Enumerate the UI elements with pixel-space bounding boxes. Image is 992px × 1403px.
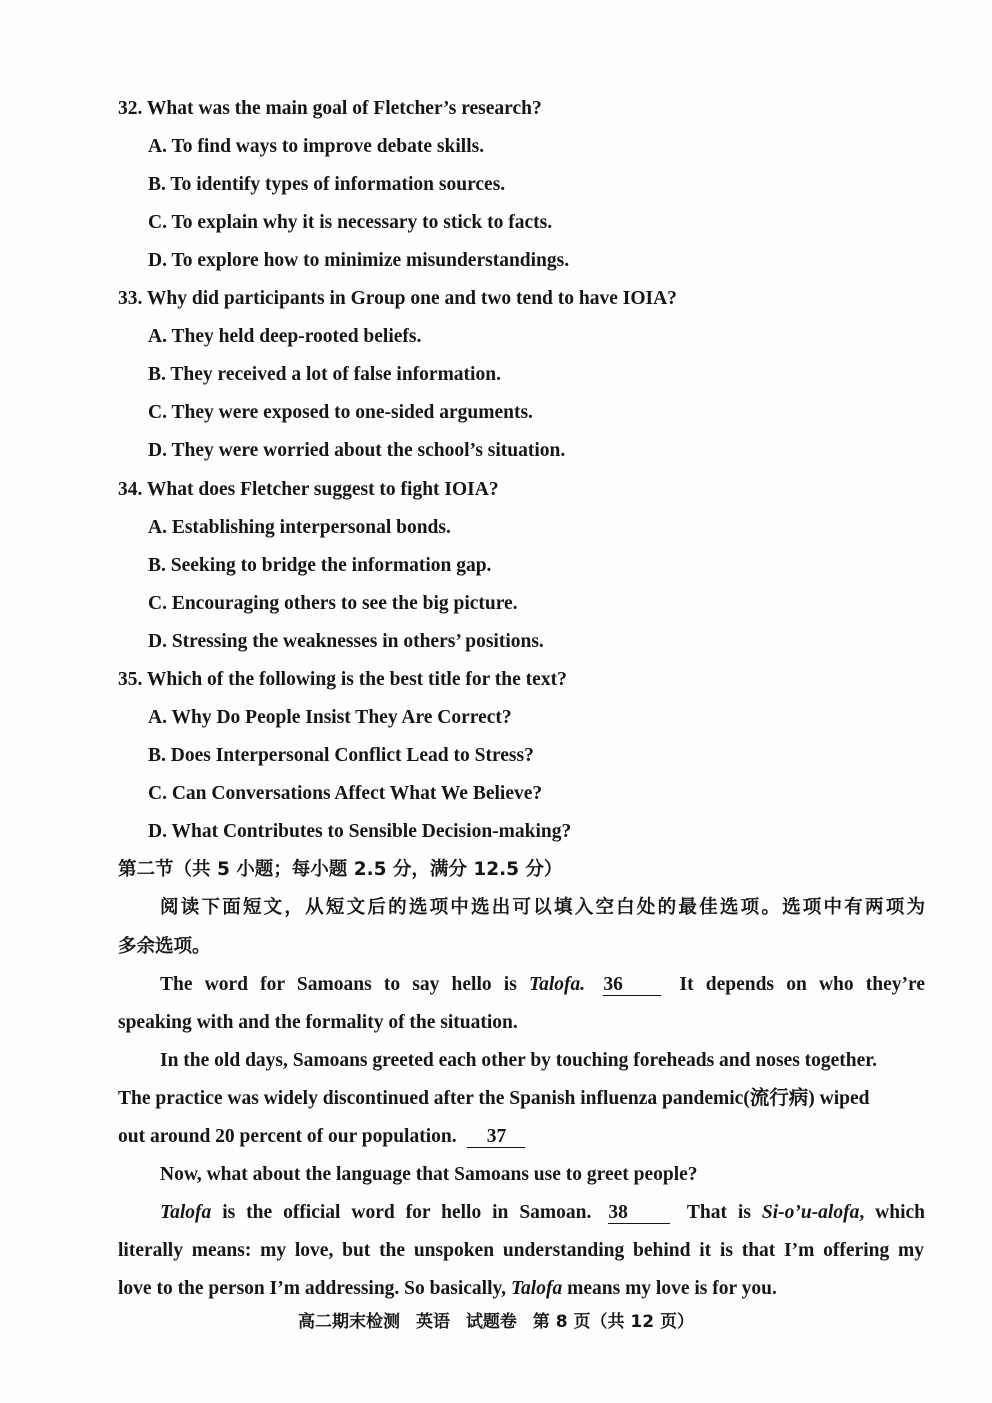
passage-text: It depends on who they’re — [679, 974, 925, 995]
question-32-option-c: C. To explain why it is necessary to stick to facts. — [148, 212, 553, 233]
passage-paragraph-2-line1: In the old days, Samoans greeted each other by touching foreheads and noses together. — [160, 1050, 878, 1071]
passage-italic-word: Talofa — [160, 1202, 212, 1223]
passage-text: love to the person I’m addressing. So basically, — [118, 1278, 511, 1299]
passage-paragraph-1-line1 — [160, 972, 925, 998]
blank-37[interactable]: 37 — [467, 1127, 525, 1148]
passage-paragraph-2-line3 — [118, 1124, 928, 1150]
passage-paragraph-4-line1 — [160, 1200, 925, 1226]
footer-subject: 英语 — [415, 1312, 450, 1332]
section-instruction-line2: 多余选项。 — [118, 936, 211, 957]
section-instruction-line1: 阅读下面短文，从短文后的选项中选出可以填入空白处的最佳选项。选项中有两项为 — [160, 897, 925, 918]
question-33-option-c: C. They were exposed to one-sided arguments. — [148, 402, 533, 423]
question-35-option-a: A. Why Do People Insist They Are Correct? — [148, 707, 512, 728]
passage-text: , which — [859, 1202, 925, 1223]
question-35-option-c: C. Can Conversations Affect What We Believe? — [148, 783, 543, 804]
passage-paragraph-1-line2: speaking with and the formality of the situation. — [118, 1012, 518, 1033]
passage-italic-word: Si-o’u-alofa — [761, 1202, 860, 1223]
blank-36[interactable]: 36 — [603, 975, 661, 996]
question-34-option-a: A. Establishing interpersonal bonds. — [148, 517, 451, 538]
passage-text: is the official word for hello in Samoan. — [211, 1202, 592, 1223]
question-33-option-a: A. They held deep-rooted beliefs. — [148, 326, 422, 347]
question-32-option-d: D. To explore how to minimize misunderstandings. — [148, 250, 570, 271]
question-35-option-d: D. What Contributes to Sensible Decision-making? — [148, 821, 572, 842]
blank-38[interactable]: 38 — [608, 1203, 670, 1224]
question-32-stem: 32. What was the main goal of Fletcher’s research? — [118, 98, 542, 119]
passage-paragraph-2-line2: The practice was widely discontinued after the Spanish influenza pandemic(流行病) wiped — [118, 1088, 870, 1109]
question-32-option-a: A. To find ways to improve debate skills. — [148, 136, 485, 157]
question-33-option-b: B. They received a lot of false information. — [148, 364, 501, 385]
section-heading: 第二节（共 5 小题；每小题 2.5 分，满分 12.5 分） — [118, 859, 563, 880]
passage-paragraph-4-line3 — [118, 1276, 928, 1302]
page-footer — [0, 1310, 992, 1334]
passage-paragraph-3: Now, what about the language that Samoans use to greet people? — [160, 1164, 698, 1185]
question-35-option-b: B. Does Interpersonal Conflict Lead to Stress? — [148, 745, 534, 766]
passage-text: The word for Samoans to say hello is — [160, 974, 529, 995]
question-34-stem: 34. What does Fletcher suggest to fight IOIA? — [118, 479, 499, 500]
passage-text: out around 20 percent of our population. — [118, 1126, 457, 1147]
question-33-option-d: D. They were worried about the school’s situation. — [148, 440, 566, 461]
footer-exam-name: 高二期末检测 — [298, 1312, 401, 1332]
passage-italic-word: Talofa. — [528, 974, 586, 995]
question-34-option-c: C. Encouraging others to see the big picture. — [148, 593, 518, 614]
footer-page-number: 第 8 页（共 12 页） — [532, 1312, 694, 1332]
passage-text: means my love is for you. — [562, 1278, 777, 1299]
question-34-option-d: D. Stressing the weaknesses in others’ positions. — [148, 631, 544, 652]
question-32-option-b: B. To identify types of information sources. — [148, 174, 506, 195]
question-35-stem: 35. Which of the following is the best title for the text? — [118, 669, 567, 690]
passage-text: That is — [686, 1202, 762, 1223]
passage-paragraph-4-line2: literally means: my love, but the unspoken understanding behind it is that I’m offering my — [118, 1240, 924, 1261]
question-33-stem: 33. Why did participants in Group one and two tend to have IOIA? — [118, 288, 677, 309]
passage-italic-word: Talofa — [510, 1278, 563, 1299]
footer-paper-type: 试题卷 — [465, 1312, 517, 1332]
question-34-option-b: B. Seeking to bridge the information gap. — [148, 555, 492, 576]
